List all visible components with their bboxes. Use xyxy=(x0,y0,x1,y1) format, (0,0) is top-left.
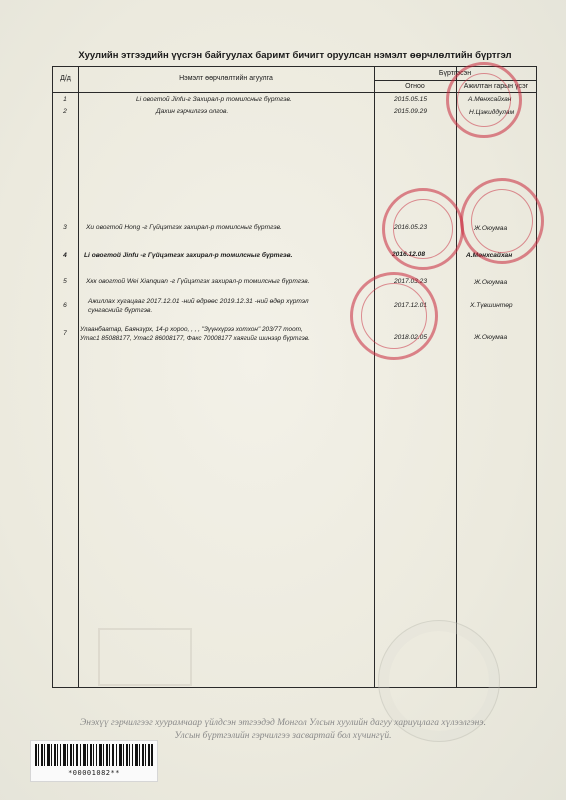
row-change-text: Li овогтой Jinfu -г Гүйцэтгэх захирал-р томилсныг бүртгэв. xyxy=(84,252,293,259)
row-signature: Ж.Оюумаа xyxy=(474,334,508,341)
official-stamp xyxy=(460,178,544,264)
column-divider xyxy=(456,66,457,687)
footer-validity-note: Улсын бүртгэлийн гэрчилгээ засвартай бол хүчингүй. xyxy=(174,731,392,741)
row-number: 3 xyxy=(63,224,67,231)
header-index: Д/д xyxy=(60,75,71,82)
column-divider xyxy=(374,66,375,687)
official-stamp xyxy=(350,272,438,360)
row-date: 2017.03.23 xyxy=(394,278,428,285)
document-title: Хуулийн этгээдийн үүсгэн байгуулах баримт бичигт оруулсан нэмэлт өөрчлөлтийн бүртгэл xyxy=(78,50,512,61)
row-signature: Х.Түвшинтөр xyxy=(470,302,513,309)
faded-watermark xyxy=(98,628,192,686)
barcode-number: *00001082** xyxy=(68,769,120,777)
row-date: 2016.05.23 xyxy=(394,224,428,231)
header-signature: Ажилтан гарын үсэг xyxy=(463,83,529,90)
registry-table xyxy=(52,66,537,688)
row-date: 2015.05.15 xyxy=(394,96,428,103)
row-number: 5 xyxy=(63,278,67,285)
row-date: 2016.12.08 xyxy=(392,251,426,258)
row-change-text: Хкк овогтой Wei Xianquan -г Гүйцэтгэх захирал-р томилсныг бүртгэв. xyxy=(86,278,310,285)
barcode-bars-icon xyxy=(35,744,153,766)
row-number: 1 xyxy=(63,96,67,103)
row-change-text-cont: Утас1 85088177, Утас2 86008177, Факс 70008177 хаягийг шинээр бүртгэв. xyxy=(80,335,310,342)
header-date: Огноо xyxy=(405,83,425,90)
header-change-content: Нэмэлт өөрчлөлтийн агуулга xyxy=(179,75,273,82)
row-change-text: Li овогтой Jinfu-г Захирал-р томилсныг бүртгэв. xyxy=(136,96,292,103)
row-change-text: Ажиллах хугацааг 2017.12.01 -ний өдрөөс 2019.12.31 -ний өдөр хүртэл xyxy=(88,298,309,305)
row-change-text: Хи овогтой Hong -г Гүйцэтгэх захирал-р томилсныг бүртгэв. xyxy=(86,224,282,231)
header-registered: Бүртгэсэн xyxy=(438,70,472,77)
row-number: 6 xyxy=(63,302,67,309)
footer-warning: Энэхүү гэрчилгээг хуурамчаар үйлдсэн этгээдэд Монгол Улсын хуулийн дагуу хариуцлага хүлээлгэнэ. xyxy=(80,718,486,728)
barcode xyxy=(30,740,158,782)
row-signature: А.Мөнхсайхан xyxy=(468,96,512,103)
row-date: 2015.09.29 xyxy=(394,108,428,115)
official-stamp xyxy=(382,188,464,270)
row-number: 4 xyxy=(63,252,67,259)
row-date: 2018.02.05 xyxy=(394,334,428,341)
row-signature: Н.Цэжиддулам xyxy=(469,109,515,116)
official-stamp xyxy=(446,62,522,138)
row-change-text: Улаанбаатар, Баянзүрх, 14-р хороо, , , , "Зүүнхүрээ хотхон" 203/77 тоот, xyxy=(80,326,303,333)
row-signature: Ж.Оюумаа xyxy=(474,279,508,286)
row-change-text: Дахин гэрчилгээ олгов. xyxy=(156,108,229,115)
row-signature: Ж.Оюумаа xyxy=(474,225,508,232)
row-signature: А.Мөнхсайхан xyxy=(466,252,513,259)
row-number: 7 xyxy=(63,330,67,337)
row-date: 2017.12.01 xyxy=(394,302,428,309)
row-number: 2 xyxy=(63,108,67,115)
column-divider xyxy=(78,66,79,687)
row-change-text-cont: сунгаснийг бүртгэв. xyxy=(88,307,153,314)
